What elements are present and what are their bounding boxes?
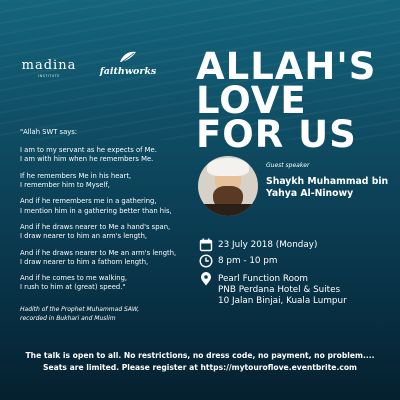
hadith-source [20,306,200,323]
madina-logo-text: madina [21,58,77,73]
madina-logo [14,58,84,82]
quote-paragraph [20,274,200,292]
madina-logo-subtext: INSTITUTE [38,74,60,78]
faithworks-logo [98,50,158,82]
event-title [196,45,396,156]
speaker-photo-turban [207,158,249,176]
venue-line-2: PNB Perdana Hotel & Suites [218,285,341,295]
quote-line: And if he draws nearer to Me an arm's length, [20,248,177,257]
hadith-quote [20,128,200,300]
title-line-2: LOVE [196,79,307,122]
venue-line-3: 10 Jalan Binjai, Kuala Lumpur [218,296,347,306]
guest-speaker-label: Guest speaker [266,162,310,169]
quote-line: And if he comes to me walking, [20,274,128,283]
quote-intro: "Allah SWT says: [20,128,78,136]
location-pin-icon [199,272,213,286]
quote-line: I mention him in a gathering better than his, [20,206,172,215]
event-time: 8 pm - 10 pm [218,256,278,266]
speaker-name-line-1: Shaykh Muhammad bin [266,176,389,187]
speaker-photo-robe [198,204,258,216]
title-line-1: ALLAH'S [196,45,377,88]
footer-notice [0,350,400,374]
quote-line: If he remembers Me in his heart, [20,171,132,180]
quote-line: And if he remembers me in a gathering, [20,197,157,206]
footer-line-1: The talk is open to all. No restrictions, no dress code, no payment, no problem.... [25,351,375,360]
event-venue [218,274,347,307]
speaker-photo [198,156,258,216]
quote-line: I am with him when he remembers Me. [20,155,154,164]
calendar-icon [199,238,213,252]
quote-paragraph [20,146,200,164]
quote-paragraph [20,172,200,190]
quote-line: I draw nearer to him an arm's length, [20,232,148,241]
faithworks-logo-text: faithworks [99,66,157,77]
quote-line: I am to my servant as he expects of Me. [20,146,157,155]
quote-line: I rush to him at (great) speed." [20,283,126,292]
leaf-icon [118,50,138,64]
footer-line-2: Seats are limited. Please register at https://mytouroflove.eventbrite.com [43,363,357,372]
event-date: 23 July 2018 (Monday) [218,240,318,250]
speaker-name [266,176,388,200]
speaker-name-line-2: Yahya Al-Ninowy [266,188,354,199]
quote-paragraph [20,249,200,267]
quote-line: I draw nearer to him a fathom length, [20,257,149,266]
quote-line: I remember him to Myself, [20,181,110,189]
quote-line: And if he draws nearer to Me a hand's span, [20,222,171,231]
hadith-source-line-1: Hadith of the Prophet Muhammad SAW, [20,306,140,313]
quote-paragraph [20,197,200,215]
venue-line-1: Pearl Function Room [218,274,308,284]
quote-paragraph [20,223,200,241]
hadith-source-line-2: recorded in Bukhari and Muslim [20,314,116,322]
title-line-3: FOR US [196,113,357,156]
clock-icon [199,254,213,268]
